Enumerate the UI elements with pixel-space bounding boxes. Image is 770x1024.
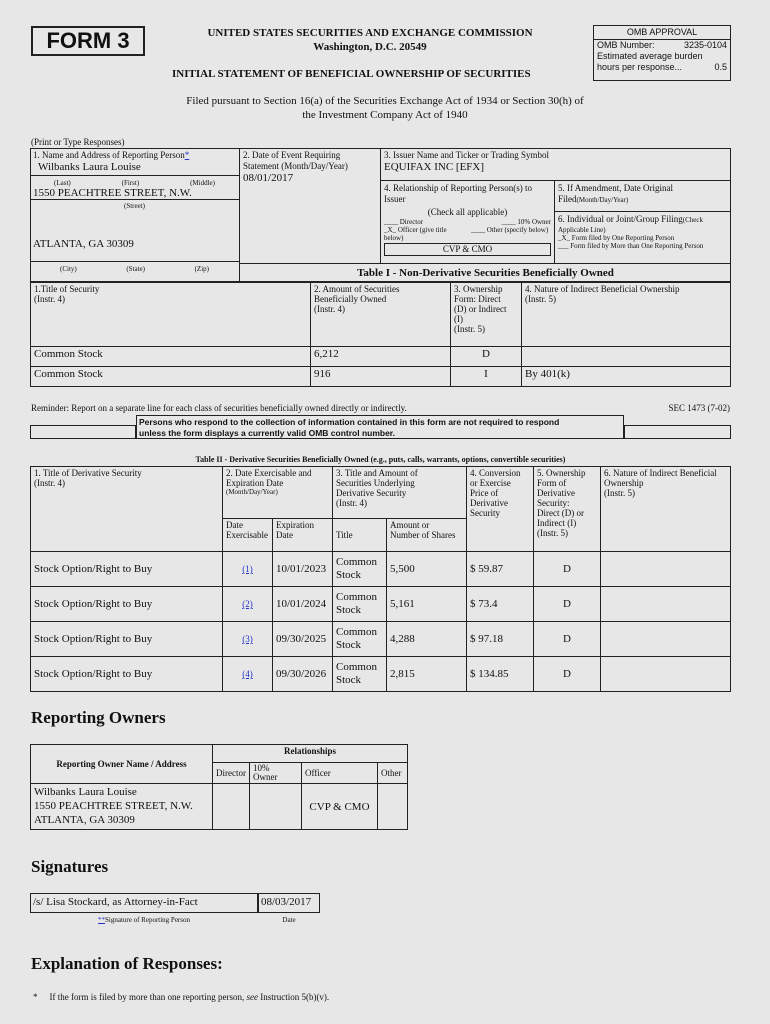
check-all-applicable: (Check all applicable) [427,207,508,217]
persons-notice-line1: Persons who respond to the collection of information contained in this form are not required to respond [139,417,560,427]
explanation-note: * If the form is filed by more than one reporting person, see Instruction 5(b)(v). [33,992,330,1002]
reporting-person-street: 1550 PEACHTREE STREET, N.W. [33,187,192,199]
box5-label2: Filed [558,194,577,204]
table-row [31,622,731,657]
signature-label: Signature of Reporting Person [105,916,190,924]
t2-form: D [534,587,601,622]
box6-check2: Applicable Line) [558,226,606,234]
t2-form: D [534,622,601,657]
notice-left-box [30,425,136,439]
middle-label: (Middle) [190,179,215,187]
notice-right-box [624,425,731,439]
footnote-link[interactable]: (2) [242,599,253,609]
box2-label2: Statement (Month/Day/Year) [243,161,348,171]
other-label: Other (specify below) [486,226,549,234]
box5-label2-small: (Month/Day/Year) [576,196,629,204]
director-header: Director [213,763,250,784]
box4-label2: Issuer [384,194,406,204]
omb-title: OMB APPROVAL [594,26,730,40]
first-label: (First) [121,179,140,187]
t1-col3-header: 3. Ownership Form: Direct (D) or Indirect (I) (Instr. 5) [451,283,522,347]
street-label: (Street) [30,199,239,210]
issuer-name-ticker: EQUIFAX INC [EFX] [384,161,485,173]
box4-label1: 4. Relationship of Reporting Person(s) to [384,183,532,193]
t2-amount: 4,288 [387,622,467,657]
table1-title: Table I - Non-Derivative Securities Beneficially Owned [240,263,731,282]
form-label-box [31,26,145,56]
t2-price: $ 59.87 [467,552,534,587]
reporting-person-name: Wilbanks Laura Louise [38,161,141,173]
date-label: Date [282,916,296,924]
t2-title: Stock Option/Right to Buy [31,587,223,622]
footnote-link[interactable]: (1) [242,564,253,574]
t2-form: D [534,552,601,587]
agency-name: UNITED STATES SECURITIES AND EXCHANGE COMMISSION [207,27,533,39]
t2-col4-header: 4. Conversion or Exercise Price of Derivative Security [467,467,534,552]
reporting-person-city-state: ATLANTA, GA 30309 [33,238,134,250]
officer-label: Officer (give title below) [384,226,447,242]
owner-name-address: Wilbanks Laura Louise 1550 PEACHTREE STREET, N.W. ATLANTA, GA 30309 [31,784,213,830]
officer-title-value: CVP & CMO [384,243,551,256]
director-label: Director [399,218,424,226]
t1-form: D [451,347,522,367]
last-label: (Last) [54,179,71,187]
t2-col2-header: 2. Date Exercisable and Expiration Date (Month/Day/Year) [223,467,333,519]
omb-number: 3235-0104 [683,40,727,50]
reporting-owners-table [30,744,408,830]
t2-price: $ 134.85 [467,657,534,692]
table1-non-derivative [30,282,731,387]
box5-label1: 5. If Amendment, Date Original [558,183,673,193]
ten-pct-owner-header: 10% Owner [249,763,301,784]
relationships-header: Relationships [213,745,408,763]
t2-expiration: 09/30/2025 [273,622,333,657]
box1-footnote-asterisk[interactable]: * [184,150,190,160]
footnote-link[interactable]: (4) [242,669,253,679]
t2-expiration: 10/01/2023 [273,552,333,587]
omb-number-label: OMB Number: [597,40,655,50]
t1-nature [522,347,731,367]
form-label: FORM 3 [46,28,130,53]
ten-pct-checkbox[interactable]: ____ [501,218,516,226]
explanation-heading: Explanation of Responses: [31,954,223,973]
box3-issuer [381,148,731,181]
t2-underlying-title: Common Stock [333,552,387,587]
omb-burden-value: 0.5 [714,62,727,72]
box4-relationship [381,181,555,263]
other-header: Other [377,763,407,784]
t2-col3-header: 3. Title and Amount of Securities Underlying Derivative Security (Instr. 4) [333,467,467,519]
filing-option-multiple[interactable]: ___ Form filed by More than One Reporting Person [558,242,704,250]
t1-title: Common Stock [31,347,311,367]
t1-nature: By 401(k) [522,367,731,387]
table-row [31,552,731,587]
table2-title: Table II - Derivative Securities Beneficially Owned (e.g., puts, calls, warrants, options, convertible securities) [195,455,566,464]
state-label: (State) [126,265,145,273]
omb-burden-line2: hours per response... [597,62,683,72]
t2-amount: 2,815 [387,657,467,692]
box1-name-address [30,148,240,282]
filing-option-one[interactable]: _X_ Form filed by One Reporting Person [558,234,675,242]
persons-notice-line2: unless the form displays a currently valid OMB control number. [139,428,396,438]
event-date-value: 08/01/2017 [243,172,294,184]
t2-expiration: 10/01/2024 [273,587,333,622]
t2-col6-header: 6. Nature of Indirect Beneficial Ownership (Instr. 5) [601,467,731,552]
print-note: (Print or Type Responses) [31,137,125,147]
box2-event-date [240,148,381,263]
sec-number: SEC 1473 (7-02) [668,403,730,413]
box6-check: (Check [682,216,703,224]
other-checkbox[interactable]: ____ [471,226,485,234]
t2-col5-header: 5. Ownership Form of Derivative Security: Direct (D) or Indirect (I) (Instr. 5) [534,467,601,552]
form-title: INITIAL STATEMENT OF BENEFICIAL OWNERSHIP OF SECURITIES [172,68,531,80]
table-row [31,657,731,692]
note-bullet: * [33,992,38,1002]
omb-burden-line1: Estimated average burden [597,51,703,61]
t1-form: I [451,367,522,387]
t2-expiration: 09/30/2026 [273,657,333,692]
owner-name-header: Reporting Owner Name / Address [31,745,213,784]
t2-date-exercisable-header: Date Exercisable [223,519,273,552]
signature-box [30,893,258,913]
filed-pursuant-line2: the Investment Company Act of 1940 [302,109,468,121]
box6-label: 6. Individual or Joint/Group Filing [558,214,683,224]
t2-price: $ 73.4 [467,587,534,622]
t1-title: Common Stock [31,367,311,387]
agency-location: Washington, D.C. 20549 [313,41,427,53]
table-row [31,347,731,367]
t2-amount-header: Amount or Number of Shares [387,519,467,552]
owner-officer-value: CVP & CMO [301,784,377,830]
t1-col2-header: 2. Amount of Securities Beneficially Owned (Instr. 4) [311,283,451,347]
signature-date-value: 08/03/2017 [261,896,312,908]
t2-amount: 5,161 [387,587,467,622]
t2-form: D [534,657,601,692]
t1-col4-header: 4. Nature of Indirect Beneficial Ownership (Instr. 5) [522,283,731,347]
officer-header: Officer [301,763,377,784]
box5-amendment [555,181,731,212]
t2-title: Stock Option/Right to Buy [31,552,223,587]
t2-price: $ 97.18 [467,622,534,657]
persons-notice-box [30,415,731,440]
reporting-owners-heading: Reporting Owners [31,708,166,727]
t2-underlying-title: Common Stock [333,657,387,692]
filed-pursuant-line1: Filed pursuant to Section 16(a) of the Securities Exchange Act of 1934 or Section 30(h) of [186,95,584,107]
t2-title-header: Title [333,519,387,552]
t2-title: Stock Option/Right to Buy [31,622,223,657]
t1-col1-header: 1.Title of Security (Instr. 4) [31,283,311,347]
omb-approval-box [593,25,731,81]
box1-label: 1. Name and Address of Reporting Person [33,150,185,160]
t1-amount: 916 [311,367,451,387]
t2-amount: 5,500 [387,552,467,587]
signature-footnote-stars[interactable]: ** [98,916,106,924]
signature-value: /s/ Lisa Stockard, as Attorney-in-Fact [33,896,198,908]
zip-label: (Zip) [194,265,209,273]
ten-pct-label: 10% Owner [517,218,551,226]
t2-underlying-title: Common Stock [333,587,387,622]
table-row [31,367,731,387]
signature-date-box [258,893,320,913]
box3-label: 3. Issuer Name and Ticker or Trading Symbol [384,150,549,160]
box6-filing [555,212,731,263]
t2-col1-header: 1. Title of Derivative Security (Instr. 4) [31,467,223,552]
t2-expiration-header: Expiration Date [273,519,333,552]
signatures-heading: Signatures [31,857,109,876]
table2-derivative [30,466,731,692]
reminder-text: Reminder: Report on a separate line for each class of securities beneficially owned directly or indirectly. [31,403,407,413]
box2-label1: 2. Date of Event Requiring [243,150,341,160]
table-row [31,587,731,622]
city-label: (City) [60,265,77,273]
t2-underlying-title: Common Stock [333,622,387,657]
table-row [31,784,408,830]
director-checkbox[interactable]: ____ [384,218,398,226]
footnote-link[interactable]: (3) [242,634,253,644]
officer-checkbox[interactable]: _X_ [384,226,397,234]
t1-amount: 6,212 [311,347,451,367]
t2-title: Stock Option/Right to Buy [31,657,223,692]
